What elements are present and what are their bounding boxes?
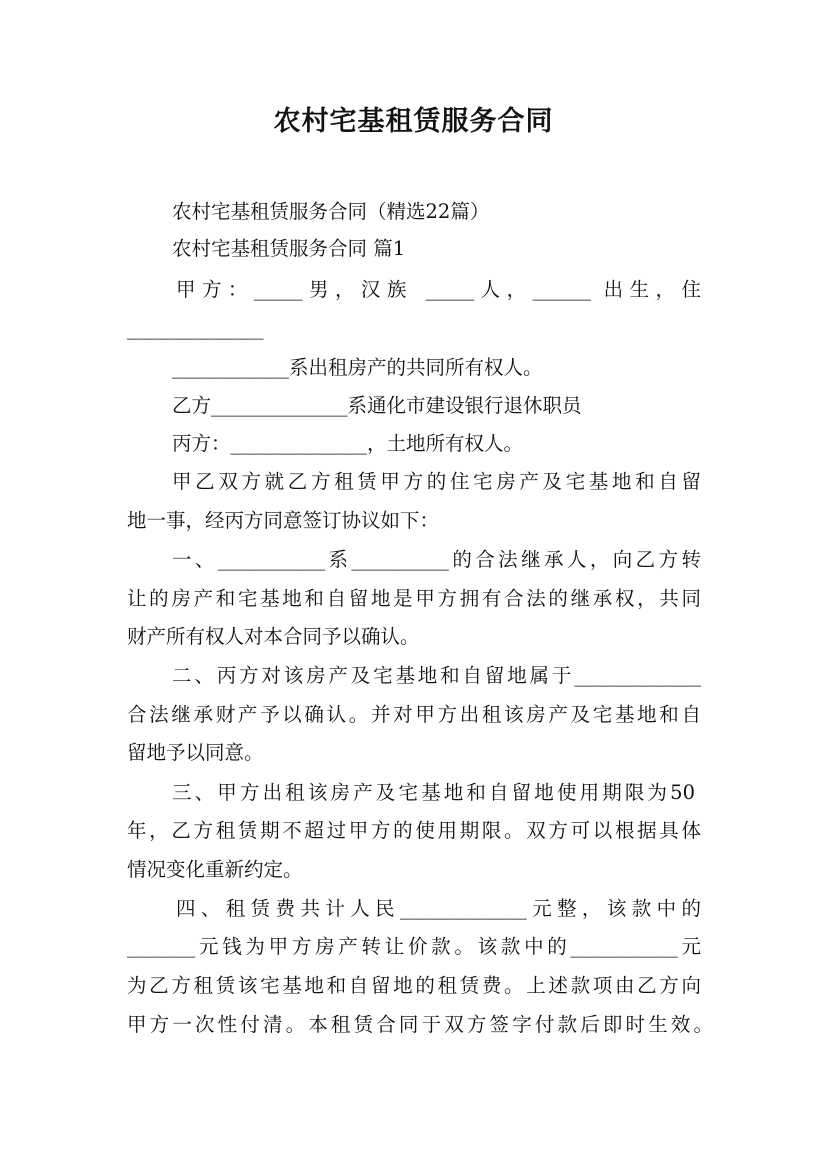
text-line: 二、丙方对该房产及宅基地和自留地属于_____________: [172, 664, 701, 687]
text-line: 地一事，经丙方同意签订协议如下：: [127, 509, 440, 532]
text-line: 农村宅基租赁服务合同（精选22篇）: [172, 200, 490, 223]
text-line: 丙方：______________，土地所有权人。: [172, 432, 524, 455]
text-line: 四、租赁费共计人民_____________元整，该款中的: [176, 897, 701, 920]
text-line: 甲乙双方就乙方租赁甲方的住宅房产及宅基地和自留: [172, 470, 701, 493]
text-line: 让的房产和宅基地和自留地是甲方拥有合法的继承权，共同: [127, 587, 701, 610]
text-line: 为乙方租赁该宅基地和自留地的租赁费。上述款项由乙方向: [127, 974, 701, 997]
text-line: 三、甲方出租该房产及宅基地和自留地使用期限为50: [172, 781, 695, 804]
text-line: 甲方：_____男，汉族 _____人，______ 出生，住: [176, 278, 701, 301]
text-line: ____________系出租房产的共同所有权人。: [172, 356, 543, 379]
text-line: ______________: [127, 317, 264, 340]
text-line: 一、___________系__________的合法继承人，向乙方转: [172, 548, 701, 571]
text-line: _______元钱为甲方房产转让价款。该款中的___________元: [127, 935, 701, 958]
text-line: 留地予以同意。: [127, 741, 264, 764]
text-line: 合法继承财产予以确认。并对甲方出租该房产及宅基地和自: [127, 703, 701, 726]
text-line: 乙方______________系通化市建设银行退休职员: [172, 394, 582, 417]
text-line: 甲方一次性付清。本租赁合同于双方签字付款后即时生效。: [127, 1013, 713, 1036]
text-line: 农村宅基租赁服务合同 篇1: [172, 237, 406, 260]
text-line: 财产所有权人对本合同予以确认。: [127, 625, 420, 648]
text-line: 情况变化重新约定。: [127, 858, 303, 881]
document-title: 农村宅基租赁服务合同: [273, 106, 554, 137]
text-line: 年，乙方租赁期不超过甲方的使用期限。双方可以根据具体: [127, 819, 701, 842]
